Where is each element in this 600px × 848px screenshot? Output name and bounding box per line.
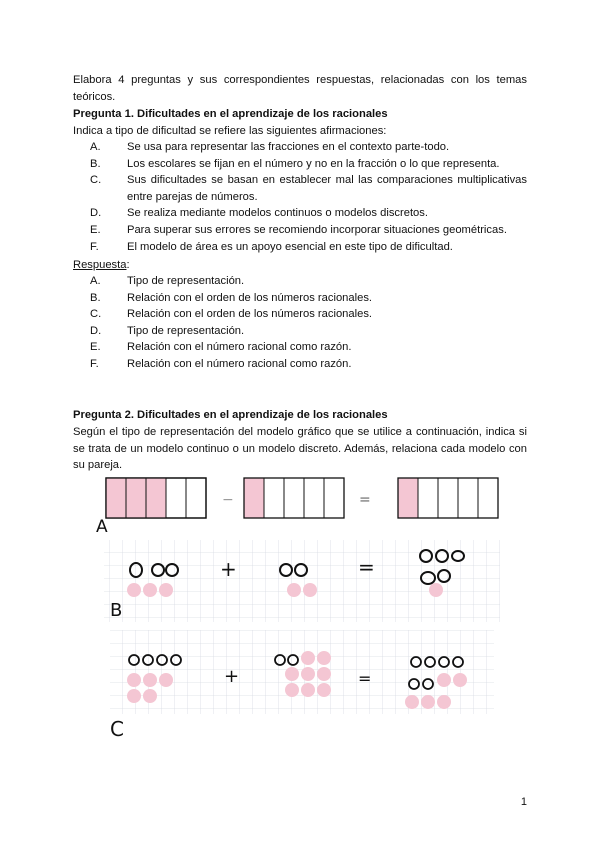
list-item: C. Sus dificultades se basan en establecer mal las comparaciones multiplicativas entre parejas de números. xyxy=(90,174,527,203)
bar-model-2 xyxy=(244,478,344,518)
model-row-b xyxy=(104,540,500,622)
answer-heading: Respuesta: xyxy=(73,259,130,271)
equals-sign: = xyxy=(358,669,372,688)
model-label-b: B xyxy=(110,600,123,621)
answer-list xyxy=(73,273,527,373)
question-1-prompt: Indica a tipo de dificultad se refiere las siguientes afirmaciones: xyxy=(73,125,387,137)
question-1-title: Pregunta 1. Dificultades en el aprendizaje de los racionales xyxy=(73,108,388,120)
intro-paragraph: Elabora 4 preguntas y sus correspondientes respuestas, relacionadas con los temas teóricos. xyxy=(73,74,527,103)
list-item: B. Relación con el orden de los números racionales. xyxy=(90,291,373,304)
model-row-a xyxy=(96,478,498,537)
question-1-list xyxy=(73,139,527,255)
list-item: F. Relación con el número racional como razón. xyxy=(90,357,352,370)
minus-sign: − xyxy=(222,492,234,508)
plus-sign: + xyxy=(220,557,237,581)
list-item: B. Los escolares se fijan en el número y no en la fracción o lo que representa. xyxy=(90,157,500,170)
list-item: C. Relación con el orden de los números racionales. xyxy=(90,308,373,321)
list-item: A. Tipo de representación. xyxy=(90,275,245,287)
model-row-c xyxy=(110,630,494,741)
fraction-models-figure xyxy=(96,474,506,744)
list-item: E. Para superar sus errores se recomiendo incorporar situaciones geométricas. xyxy=(90,223,507,236)
equals-sign: = xyxy=(358,555,375,579)
plus-sign: + xyxy=(224,666,240,687)
model-label-a: A xyxy=(96,517,108,537)
list-item: D. Se realiza mediante modelos continuos o modelos discretos. xyxy=(90,207,428,220)
list-item: E. Relación con el número racional como razón. xyxy=(90,341,352,354)
list-item: A. Se usa para representar las fracciones en el contexto parte-todo. xyxy=(90,141,450,153)
question-2-prompt: Según el tipo de representación del modelo gráfico que se utilice a continuación, indica si se trata de un modelo continuo o un modelo discreto. Además, relaciona cada modelo con su pareja. xyxy=(73,426,527,472)
question-2-title: Pregunta 2. Dificultades en el aprendizaje de los racionales xyxy=(73,409,388,421)
equals-sign: = xyxy=(359,492,371,508)
page-number: 1 xyxy=(520,796,527,808)
list-item: D. Tipo de representación. xyxy=(90,324,245,337)
model-label-c: C xyxy=(110,717,124,741)
list-item: F. El modelo de área es un apoyo esencial en este tipo de dificultad. xyxy=(90,240,453,253)
bar-model-1 xyxy=(106,478,206,518)
bar-model-3 xyxy=(398,478,498,518)
